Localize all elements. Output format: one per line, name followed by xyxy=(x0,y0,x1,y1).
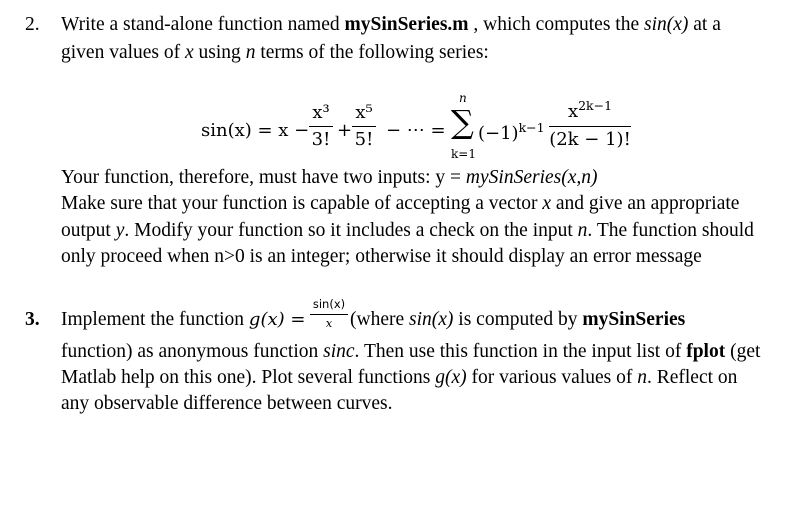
q2-line-3: Your function, therefore, must have two inputs: y = mySinSeries(x,n) xyxy=(61,167,598,188)
q3-line-1-rest: (where sin(x) is computed by mySinSeries xyxy=(350,309,686,330)
g-fraction-denominator: x xyxy=(325,316,333,330)
q3-line-1: Implement the function g(x) = xyxy=(61,309,306,330)
equation-plus: + xyxy=(337,120,353,141)
sum-lower-limit: k=1 xyxy=(451,147,476,161)
g-fraction-numerator: sin(x) xyxy=(312,297,346,311)
fraction-3-numerator: $x^{2k-1}$ xyxy=(567,98,613,122)
sign-term: $(-1)^{k-1}$ xyxy=(478,120,545,144)
question-3-number: 3. xyxy=(25,309,40,330)
q3-line-4: any observable difference between curves. xyxy=(61,393,393,414)
summation-sign: ∑ xyxy=(451,103,474,141)
fraction-2-numerator: x⁵ xyxy=(355,102,373,123)
q2-line-5: output y. Modify your function so it includes a check on the input n. The function should xyxy=(61,220,754,241)
fraction-2-denominator: 5! xyxy=(354,129,374,150)
fraction-1-denominator: 3! xyxy=(311,129,331,150)
equation-ellipsis: − ⋯ = xyxy=(386,120,446,141)
q3-line-2: function) as anonymous function sinc. Then use this function in the input list of fplot (get xyxy=(61,341,761,362)
g-fraction-bar xyxy=(310,314,348,315)
equation-lhs: sin(x) = x − xyxy=(201,120,310,141)
fraction-2-bar xyxy=(352,126,376,127)
fraction-1-numerator: x³ xyxy=(312,102,330,123)
fraction-1-bar xyxy=(309,126,333,127)
sum-upper-limit: n xyxy=(459,91,467,105)
question-2-number: 2. xyxy=(25,14,40,35)
q2-line-2: given values of x using n terms of the following series: xyxy=(61,42,489,63)
fraction-3-bar xyxy=(549,126,631,127)
q2-line-1: Write a stand-alone function named mySinSeries.m , which computes the sin(x) at a xyxy=(61,14,721,35)
q2-line-6: only proceed when n>0 is an integer; otherwise it should display an error message xyxy=(61,246,702,267)
q3-line-3: Matlab help on this one). Plot several functions g(x) for various values of n. Reflect on xyxy=(61,367,738,388)
q2-line-4: Make sure that your function is capable of accepting a vector x and give an appropriate xyxy=(61,193,740,214)
fraction-3-denominator: (2k − 1)! xyxy=(549,129,631,150)
